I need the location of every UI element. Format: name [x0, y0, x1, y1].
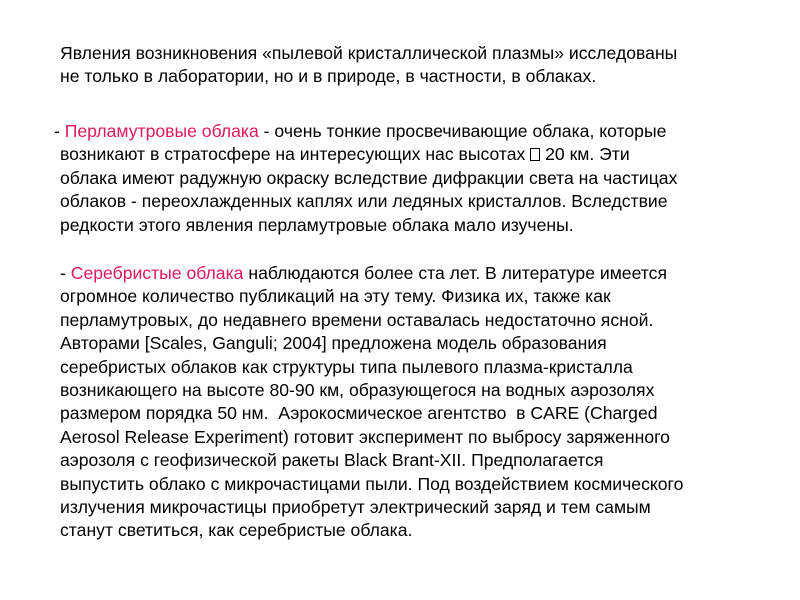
- noctilucent-clouds-paragraph: [60, 262, 683, 543]
- nacreous-line-text: 20 км. Эти: [540, 144, 630, 165]
- nacreous-line: редкости этого явления перламутровые облака мало изучены.: [60, 214, 574, 235]
- noctilucent-line: перламутровых, до недавнего времени оставалась недостаточно ясной.: [60, 309, 654, 330]
- dash-marker: -: [54, 121, 65, 141]
- noctilucent-line: Aerosol Release Experiment) готовит эксперимент по выбросу заряженного: [60, 426, 670, 447]
- noctilucent-clouds-term: Серебристые облака: [70, 263, 244, 283]
- noctilucent-line: размером порядка 50 нм. Аэрокосмическое агентство в CARE (Charged: [60, 403, 658, 424]
- noctilucent-line: станут светиться, как серебристые облака.: [60, 520, 413, 541]
- nacreous-line: облака имеют радужную окраску вследствие дифракции света на частицах: [60, 167, 678, 188]
- nacreous-line: [54, 120, 677, 143]
- dash-marker: -: [60, 263, 71, 283]
- noctilucent-line: огромное количество публикаций на эту тему. Физика их, также как: [60, 286, 611, 307]
- noctilucent-line: Авторами [Scales, Ganguli; 2004] предложена модель образования: [60, 333, 607, 354]
- unknown-symbol-icon: [530, 148, 540, 161]
- intro-line: Явления возникновения «пылевой кристаллической плазмы» исследованы: [60, 43, 678, 63]
- noctilucent-line: возникающего на высоте 80-90 км, образующегося на водных аэрозолях: [60, 379, 655, 400]
- nacreous-line: облаков - переохлажденных каплях или ледяных кристаллов. Вследствие: [60, 191, 668, 212]
- noctilucent-line: выпустить облако с микрочастицами пыли. Под воздействием космического: [60, 473, 684, 494]
- nacreous-clouds-paragraph: [54, 120, 677, 237]
- nacreous-line: [54, 143, 677, 166]
- noctilucent-line: [60, 262, 683, 285]
- noctilucent-line: серебристых облаков как структуры типа пылевого плазма-кристалла: [60, 356, 633, 377]
- noctilucent-line: излучения микрочастицы приобретут электрический заряд и тем самым: [60, 496, 651, 517]
- noctilucent-line: аэрозоля с геофизической ракеты Black Brant-XII. Предполагается: [60, 450, 604, 471]
- intro-paragraph: [60, 42, 677, 89]
- noctilucent-line-text: наблюдаются более ста лет. В литературе имеется: [243, 263, 667, 283]
- intro-line: не только в лаборатории, но и в природе, в частности, в облаках.: [60, 66, 597, 87]
- nacreous-clouds-term: Перламутровые облака: [64, 121, 259, 141]
- nacreous-line-text: - очень тонкие просвечивающие облака, которые: [258, 121, 667, 141]
- nacreous-line-text: возникают в стратосфере на интересующих нас высотах: [60, 144, 531, 165]
